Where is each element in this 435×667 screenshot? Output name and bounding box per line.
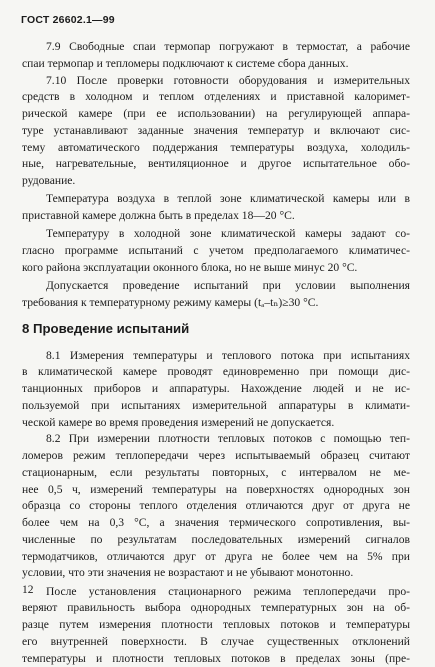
text-line: Температуру в холодной зоне климатической камеры задают со- (22, 226, 410, 243)
text-line: рической камере (при ее использовании) на регулирующей аппара- (22, 106, 410, 123)
text-line: спаи термопар и тепломеры подключают к системе сбора данных. (22, 56, 410, 73)
text-line: гласно программе испытаний с учетом предполагаемого климатичес- (22, 243, 410, 260)
text-line: численные по результатам последовательных измерений сигналов (22, 532, 410, 549)
text-line: веряют правильность выбора однородных температурных зон на об- (22, 600, 410, 617)
page-body (22, 39, 410, 667)
paragraph-8-2 (22, 431, 410, 582)
paragraph-cold-zone (22, 226, 410, 276)
text-line: туре устанавливают заданные значения температур и включают сис- (22, 123, 410, 140)
text-line: танционных приборов и аппаратуры. Нахождение людей и не ис- (22, 381, 410, 398)
paragraph-after-stationary (22, 584, 410, 667)
text-line: рудование. (22, 173, 410, 190)
text-line: приставной камере должна быть в пределах 18—20 °С. (22, 208, 410, 225)
text-line: условии, что эти значения не возрастают и не убывают монотонно. (22, 565, 410, 582)
text-line: 7.10 После проверки готовности оборудования и измерительных (22, 73, 410, 90)
paragraph-warm-zone (22, 191, 410, 225)
text-line: ные, нагревательные, вентиляционное и другое испытательное обо- (22, 156, 410, 173)
text-line: 8.2 При измерении плотности тепловых потоков с помощью теп- (22, 431, 410, 448)
section-heading: 8 Проведение испытаний (22, 320, 410, 338)
text-line: более чем на 0,3 °С, а значения термического сопротивления, вы- (22, 515, 410, 532)
text-line: температуры и плотности тепловых потоков в пределах зоны (пре- (22, 651, 410, 667)
text-line: требования к температурному режиму камеры (tₐ–tₙ)≥30 °С. (22, 295, 410, 312)
paragraph-allowed (22, 278, 410, 312)
page-number: 12 (22, 584, 34, 596)
text-line: кого района эксплуатации оконного блока, но не выше минус 20 °С. (22, 260, 410, 277)
text-line: нее 0,5 ч, измерений температуры на поверхностях однородных зон (22, 482, 410, 499)
text-line: образца со стороны теплого отделения отличаются друг от друга не (22, 498, 410, 515)
paragraph-7-9 (22, 39, 410, 73)
text-line: термодатчиков, отличаются друг от друга не более чем на 5% при (22, 549, 410, 566)
standard-header: ГОСТ 26602.1—99 (21, 14, 115, 26)
text-line: ломеров режим теплопередачи через испытываемый образец считают (22, 448, 410, 465)
paragraph-8-1 (22, 348, 410, 432)
text-line: разце путем измерения плотности тепловых потоков и температуры (22, 617, 410, 634)
text-line: пользуемой при испытаниях измерительной аппаратуры в климати- (22, 398, 410, 415)
text-line: ческой камере во время проведения измерений не допускается. (22, 415, 410, 432)
text-line: тему автоматического поддержания температуры воздуха, холодиль- (22, 140, 410, 157)
text-line: стационарным, если результаты повторных, с интервалом не ме- (22, 465, 410, 482)
text-line: После установления стационарного режима теплопередачи про- (22, 584, 410, 601)
text-line: 7.9 Свободные спаи термопар погружают в термостат, а рабочие (22, 39, 410, 56)
text-line: в климатической камере проводят единовременно при помощи дис- (22, 364, 410, 381)
text-line: Допускается проведение испытаний при условии выполнения (22, 278, 410, 295)
text-line: его внутренней поверхности. В случае существенных отклонений (22, 634, 410, 651)
text-line: 8.1 Измерения температуры и теплового потока при испытаниях (22, 348, 410, 365)
text-line: средств в холодном и теплом отделениях и приставной калоримет- (22, 89, 410, 106)
text-line: Температура воздуха в теплой зоне климатической камеры или в (22, 191, 410, 208)
paragraph-7-10 (22, 73, 410, 190)
